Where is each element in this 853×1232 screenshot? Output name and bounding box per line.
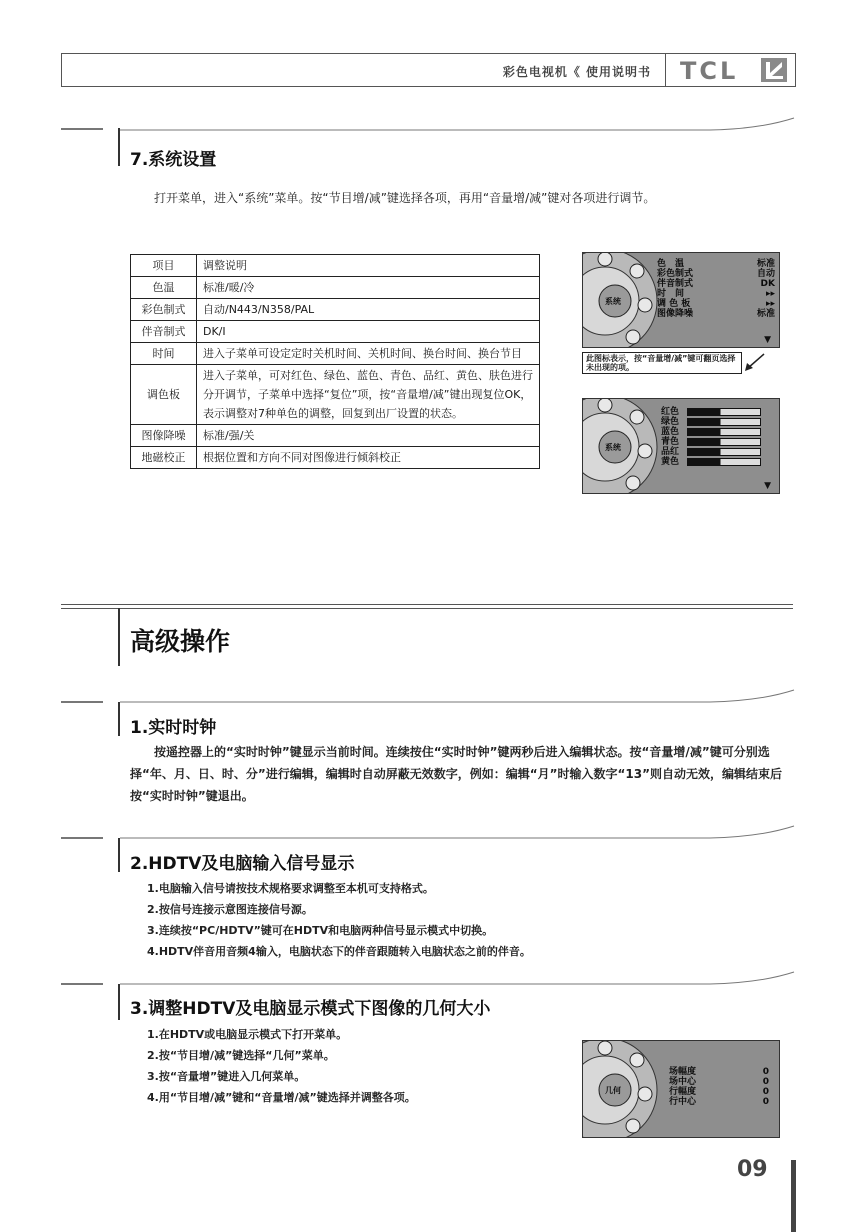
section-rule bbox=[61, 837, 103, 839]
brand-mark-icon bbox=[761, 58, 787, 82]
osd-menu-item: 场中心 0 bbox=[669, 1077, 769, 1087]
brand-name: TCL bbox=[680, 57, 739, 85]
section-rule-curve bbox=[120, 970, 795, 986]
table-row bbox=[131, 299, 540, 321]
table-cell-key: 时间 bbox=[131, 343, 197, 365]
table-row bbox=[131, 343, 540, 365]
osd-note: 此图标表示，按“音量增/减”键可翻页选择未出现的项。 bbox=[582, 352, 742, 374]
table-cell-value: DK/I bbox=[197, 321, 540, 343]
list-item: 2.按信号连接示意图连接信号源。 bbox=[147, 903, 313, 916]
osd-menu-item: 彩色制式 自动 bbox=[657, 269, 775, 279]
osd-menu-item: 场幅度 0 bbox=[669, 1067, 769, 1077]
divider-top bbox=[61, 604, 793, 605]
table-cell-value: 标准/强/关 bbox=[197, 425, 540, 447]
osd-slider-row: 绿色 bbox=[661, 417, 773, 427]
brand-logo bbox=[666, 53, 796, 87]
osd-menu-item: 行中心 0 bbox=[669, 1097, 769, 1107]
table-cell-value: 标准/暖/冷 bbox=[197, 277, 540, 299]
callout-arrow-icon bbox=[742, 352, 768, 374]
osd-geometry-menu bbox=[582, 1040, 780, 1138]
section-rule bbox=[61, 701, 103, 703]
menu-wheel-icon bbox=[582, 1040, 661, 1138]
menu-wheel-icon bbox=[582, 252, 661, 348]
osd-slider-row: 黄色 bbox=[661, 457, 773, 467]
chapter-title: 高级操作 bbox=[130, 627, 231, 656]
osd-center-label: 系统 bbox=[605, 443, 621, 452]
list-item: 3.连续按“PC/HDTV”键可在HDTV和电脑两种信号显示模式中切换。 bbox=[147, 924, 494, 937]
header-title: 彩色电视机《 使用说明书 bbox=[502, 65, 651, 79]
osd-system-menu bbox=[582, 252, 780, 348]
osd-slider-row: 红色 bbox=[661, 407, 773, 417]
list-item: 3.按“音量增”键进入几何菜单。 bbox=[147, 1070, 306, 1083]
section-list bbox=[147, 1024, 567, 1108]
table-row bbox=[131, 255, 540, 277]
section-intro: 打开菜单，进入“系统”菜单。按“节目增/减”键选择各项，再用“音量增/减”键对各项进行调节。 bbox=[154, 191, 656, 205]
list-item: 2.按“节目增/减”键选择“几何”菜单。 bbox=[147, 1049, 335, 1062]
section-vbar bbox=[118, 702, 120, 736]
table-cell-value: 进入子菜单，可对红色、绿色、蓝色、青色、品红、黄色、肤色进行分开调节，子菜单中选择“复位”项，按“音量增/减”键出现复位OK，表示调整对7种单色的调整，回复到出厂设置的状态。 bbox=[197, 365, 540, 425]
section-rule-curve bbox=[120, 116, 795, 132]
osd-menu-item: 伴音制式 DK bbox=[657, 279, 775, 289]
page-number: 09 bbox=[737, 1157, 768, 1182]
menu-wheel-icon bbox=[582, 398, 661, 494]
osd-menu-list bbox=[669, 1067, 769, 1107]
section-rule-curve bbox=[120, 824, 795, 840]
settings-table bbox=[130, 254, 540, 469]
osd-menu-item: 调 色 板 ▸▸ bbox=[657, 299, 775, 309]
osd-slider-list bbox=[661, 407, 773, 467]
osd-menu-item: 色 温 标准 bbox=[657, 259, 775, 269]
table-cell-key: 伴音制式 bbox=[131, 321, 197, 343]
table-cell-value: 根据位置和方向不同对图像进行倾斜校正 bbox=[197, 447, 540, 469]
table-cell-key: 地磁校正 bbox=[131, 447, 197, 469]
section-title: 3.调整HDTV及电脑显示模式下图像的几何大小 bbox=[130, 999, 491, 1019]
scroll-down-icon: ▼ bbox=[764, 481, 771, 491]
section-rule-curve bbox=[120, 688, 795, 704]
table-cell-key: 项目 bbox=[131, 255, 197, 277]
section-body: 按遥控器上的“实时时钟”键显示当前时间。连续按住“实时时钟”键两秒后进入编辑状态。按“音量增/减”键可分别选择“年、月、日、时、分”进行编辑，编辑时自动屏蔽无效数字，例如：编辑“月”时输入数字“13”则自动无效，编辑结束后按“实时时钟”键退出。 bbox=[130, 745, 783, 803]
list-item: 4.用“节目增/减”键和“音量增/减”键选择并调整各项。 bbox=[147, 1091, 416, 1104]
section-vbar bbox=[118, 984, 120, 1020]
section-title: 2.HDTV及电脑输入信号显示 bbox=[130, 854, 355, 874]
table-row bbox=[131, 321, 540, 343]
list-item: 1.电脑输入信号请按技术规格要求调整至本机可支持格式。 bbox=[147, 882, 434, 895]
scroll-down-icon: ▼ bbox=[764, 335, 771, 345]
divider-bottom bbox=[61, 608, 793, 609]
table-row bbox=[131, 365, 540, 425]
table-cell-key: 彩色制式 bbox=[131, 299, 197, 321]
header-bar bbox=[61, 53, 666, 87]
section-vbar bbox=[118, 838, 120, 872]
table-cell-key: 调色板 bbox=[131, 365, 197, 425]
section-vbar bbox=[118, 128, 120, 166]
osd-menu-item: 行幅度 0 bbox=[669, 1087, 769, 1097]
page-edge-bar bbox=[791, 1160, 796, 1232]
section-list bbox=[147, 878, 787, 962]
osd-color-palette bbox=[582, 398, 780, 494]
table-row bbox=[131, 425, 540, 447]
list-item: 4.HDTV伴音用音频4输入，电脑状态下的伴音跟随转入电脑状态之前的伴音。 bbox=[147, 945, 531, 958]
section-vbar bbox=[118, 608, 120, 666]
table-cell-key: 色温 bbox=[131, 277, 197, 299]
osd-slider-row: 品红 bbox=[661, 447, 773, 457]
table-row bbox=[131, 277, 540, 299]
osd-menu-list bbox=[657, 259, 775, 319]
table-cell-key: 图像降噪 bbox=[131, 425, 197, 447]
osd-center-label: 几何 bbox=[605, 1086, 621, 1095]
osd-menu-item: 时 间 ▸▸ bbox=[657, 289, 775, 299]
table-row bbox=[131, 447, 540, 469]
osd-slider-row: 蓝色 bbox=[661, 427, 773, 437]
osd-slider-row: 青色 bbox=[661, 437, 773, 447]
table-cell-value: 自动/N443/N358/PAL bbox=[197, 299, 540, 321]
section-rule bbox=[61, 983, 103, 985]
table-cell-value: 进入子菜单可设定定时关机时间、关机时间、换台时间、换台节目 bbox=[197, 343, 540, 365]
section-title: 1.实时时钟 bbox=[130, 718, 217, 738]
section-rule bbox=[61, 128, 103, 130]
section-title: 7.系统设置 bbox=[130, 150, 217, 170]
osd-center-label: 系统 bbox=[605, 297, 621, 306]
list-item: 1.在HDTV或电脑显示模式下打开菜单。 bbox=[147, 1028, 348, 1041]
osd-menu-item: 图像降噪 标准 bbox=[657, 309, 775, 319]
table-cell-value: 调整说明 bbox=[197, 255, 540, 277]
